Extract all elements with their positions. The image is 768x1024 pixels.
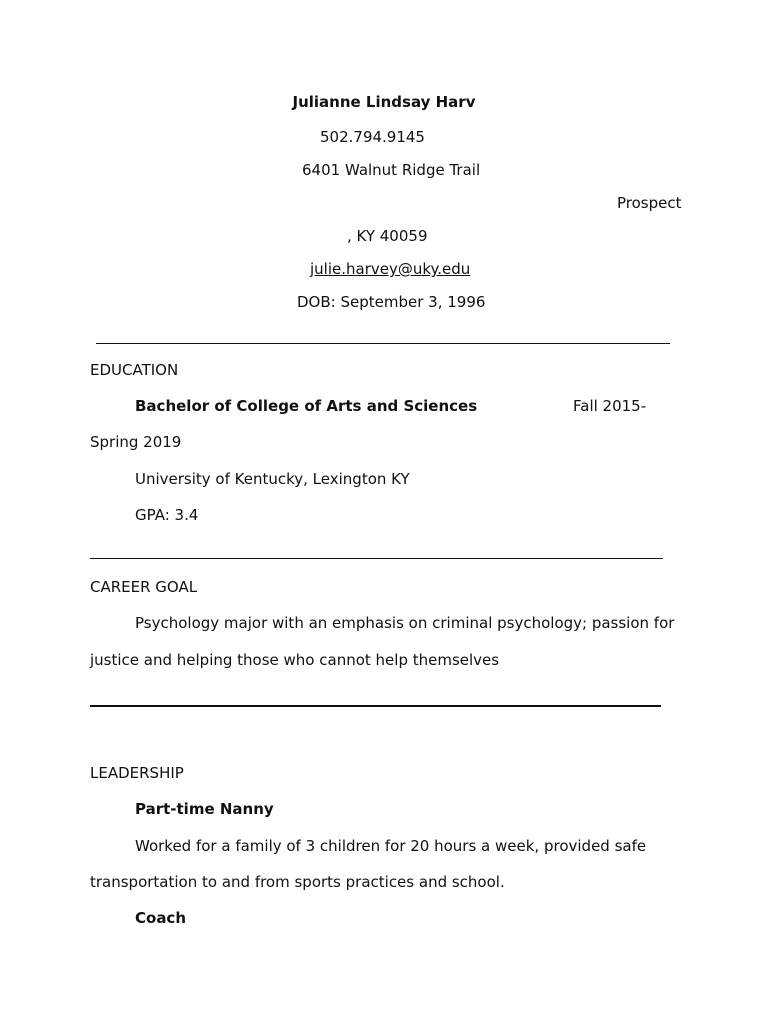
degree-dates-start: Fall 2015- (573, 397, 647, 415)
divider-education (90, 558, 663, 559)
email-link[interactable]: julie.harvey@uky.edu (310, 260, 471, 278)
career-goal-line-1: Psychology major with an emphasis on criminal psychology; passion for (135, 614, 675, 632)
divider-header (96, 343, 670, 344)
divider-career-goal (90, 705, 661, 707)
job-description-line-1: Worked for a family of 3 children for 20 hours a week, provided safe (135, 837, 647, 855)
degree-title: Bachelor of College of Arts and Sciences (135, 397, 478, 415)
school-name: University of Kentucky, Lexington KY (135, 470, 410, 488)
career-goal-line-2: justice and helping those who cannot help themselves (90, 651, 500, 669)
street-address: 6401 Walnut Ridge Trail (302, 161, 481, 179)
state-zip: , KY 40059 (347, 227, 428, 245)
date-of-birth: DOB: September 3, 1996 (297, 293, 486, 311)
gpa: GPA: 3.4 (135, 506, 199, 524)
career-goal-heading: CAREER GOAL (90, 578, 198, 596)
education-heading: EDUCATION (90, 361, 179, 379)
job-title-nanny: Part-time Nanny (135, 800, 274, 818)
job-description-line-2: transportation to and from sports practices and school. (90, 873, 505, 891)
phone-number: 502.794.9145 (320, 128, 425, 146)
job-title-coach: Coach (135, 909, 187, 927)
leadership-heading: LEADERSHIP (90, 764, 184, 782)
applicant-name: Julianne Lindsay Harv (292, 93, 476, 111)
degree-dates-end: Spring 2019 (90, 433, 182, 451)
city: Prospect (617, 194, 682, 212)
